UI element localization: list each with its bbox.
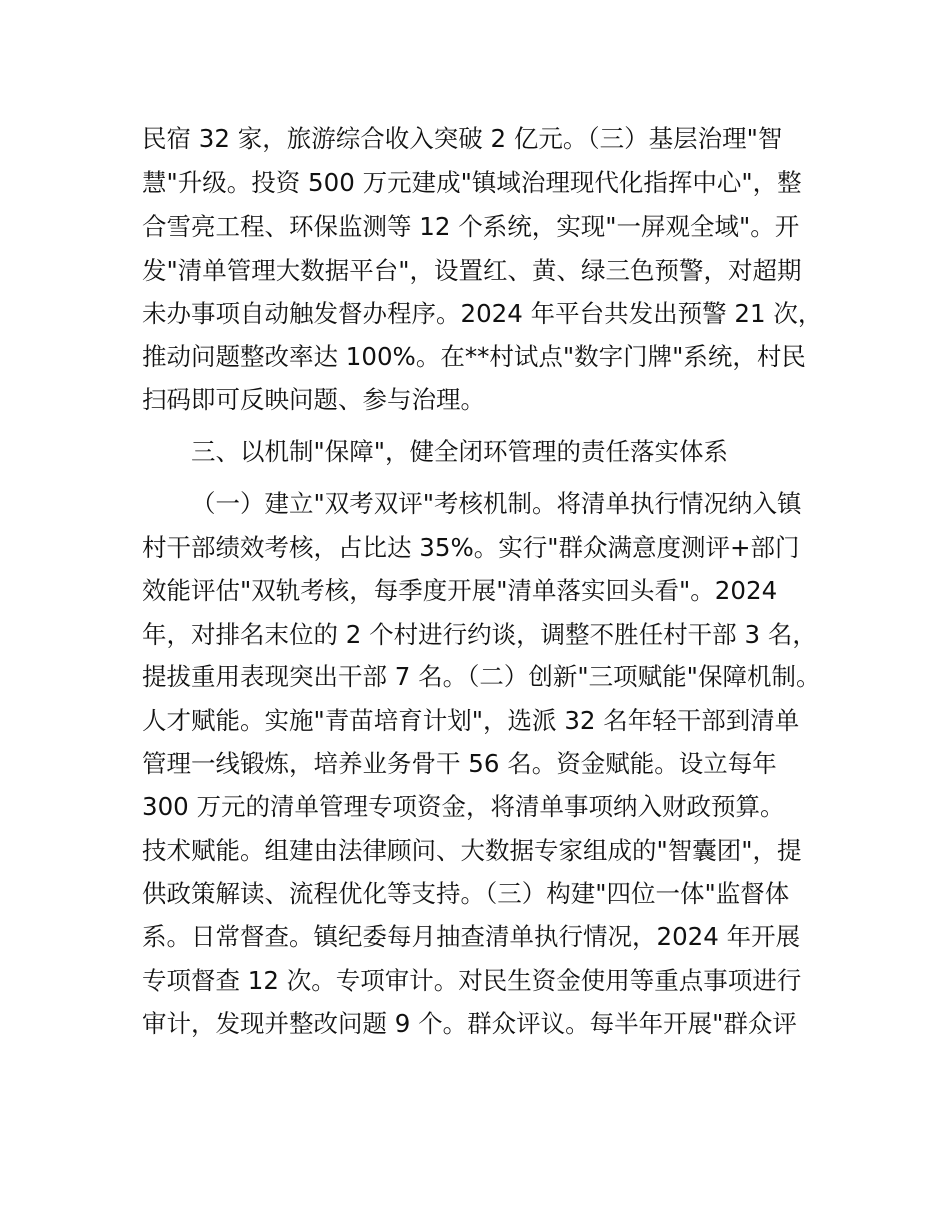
text-line: 扫码即可反映问题、参与治理。 xyxy=(142,385,485,414)
text-line: 技术赋能。组建由法律顾问、大数据专家组成的"智囊团"，提 xyxy=(142,836,802,865)
text-line: 审计，发现并整改问题 9 个。群众评议。每半年开展"群众评 xyxy=(142,1009,797,1038)
text-line: 未办事项自动触发督办程序。2024 年平台共发出预警 21 次， xyxy=(142,299,823,328)
text-line: 系。日常督查。镇纪委每月抽查清单执行情况，2024 年开展 xyxy=(142,922,801,951)
text-line: 年，对排名末位的 2 个村进行约谈，调整不胜任村干部 3 名， xyxy=(142,620,817,649)
text-line: 供政策解读、流程优化等支持。（三）构建"四位一体"监督体 xyxy=(142,879,790,908)
text-line: 效能评估"双轨考核，每季度开展"清单落实回头看"。2024 xyxy=(142,576,778,605)
text-line: 民宿 32 家，旅游综合收入突破 2 亿元。（三）基层治理"智 xyxy=(142,124,783,153)
text-line: 合雪亮工程、环保监测等 12 个系统，实现"一屏观全域"。开 xyxy=(142,212,800,241)
text-line: 推动问题整改率达 100%。在**村试点"数字门牌"系统，村民 xyxy=(142,342,806,371)
text-line: 村干部绩效考核，占比达 35%。实行"群众满意度测评+部门 xyxy=(142,533,800,562)
text-line: 提拔重用表现突出干部 7 名。（二）创新"三项赋能"保障机制。 xyxy=(142,662,821,691)
text-line: 300 万元的清单管理专项资金，将清单事项纳入财政预算。 xyxy=(142,792,785,821)
text-line: （一）建立"双考双评"考核机制。将清单执行情况纳入镇 xyxy=(191,489,802,518)
text-line: 专项督查 12 次。专项审计。对民生资金使用等重点事项进行 xyxy=(142,966,802,995)
text-line: 管理一线锻炼，培养业务骨干 56 名。资金赋能。设立每年 xyxy=(142,749,777,778)
text-line: 慧"升级。投资 500 万元建成"镇域治理现代化指挥中心"，整 xyxy=(142,168,802,197)
section-heading: 三、以机制"保障"，健全闭环管理的责任落实体系 xyxy=(191,437,729,466)
text-line: 人才赋能。实施"青苗培育计划"，选派 32 名年轻干部到清单 xyxy=(142,706,800,735)
text-line: 发"清单管理大数据平台"，设置红、黄、绿三色预警，对超期 xyxy=(142,256,802,285)
